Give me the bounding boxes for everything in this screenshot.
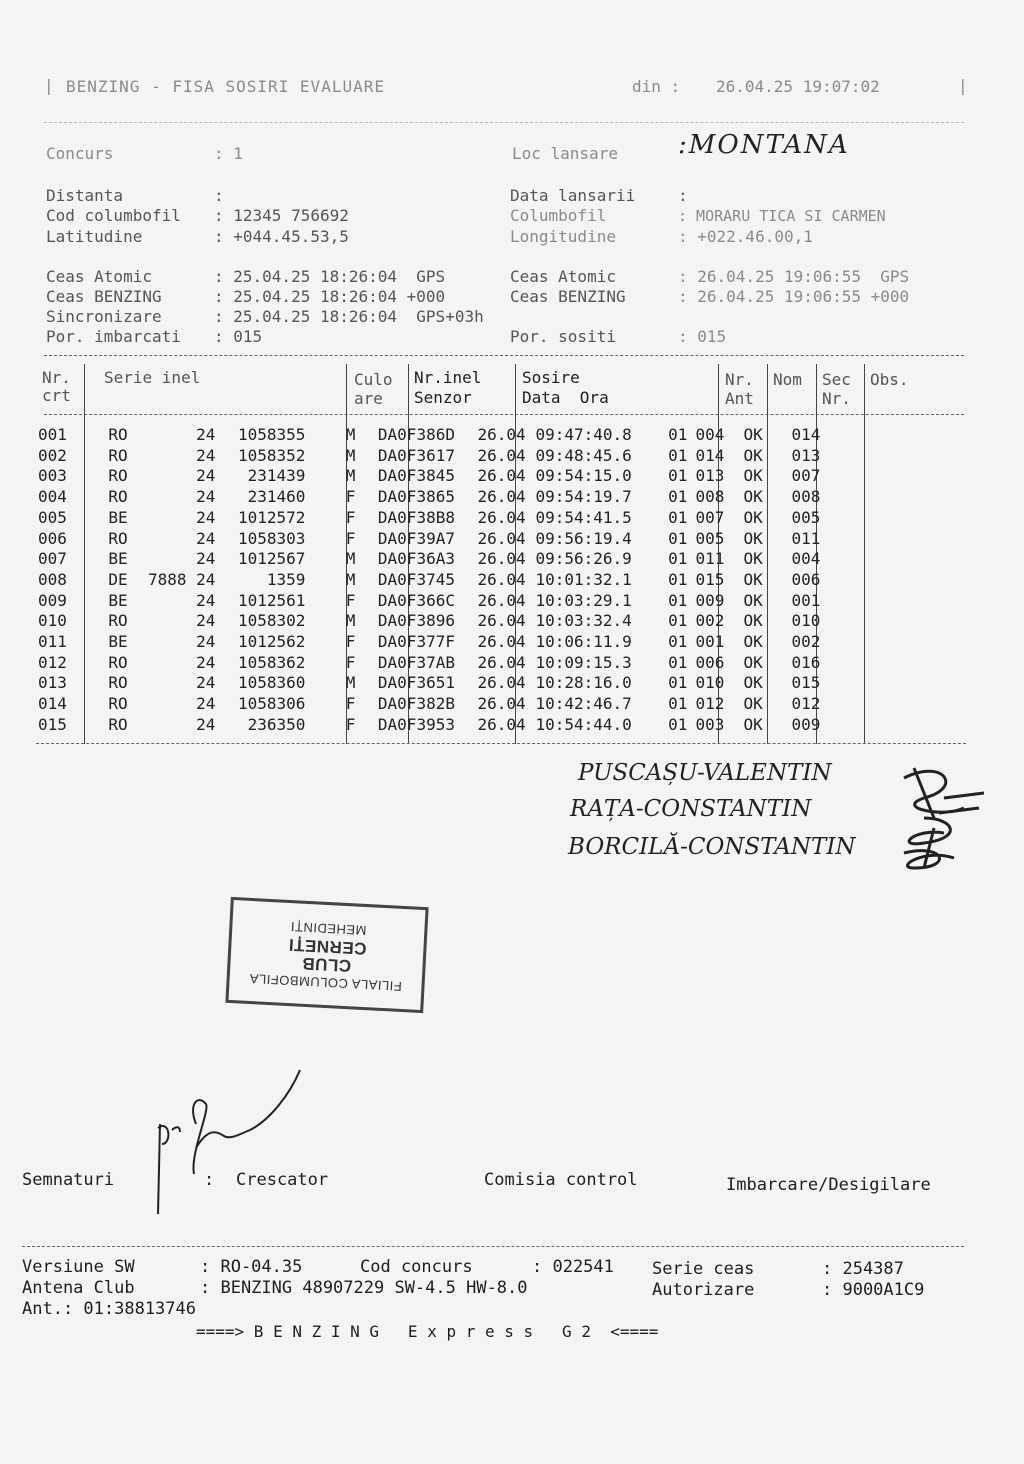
- distanta-label: Distanta: [46, 186, 124, 205]
- cell-sex: F: [345, 714, 356, 734]
- cell-sex: F: [345, 694, 356, 714]
- cell-nr: 009: [38, 590, 67, 610]
- cell-sec: OK: [743, 445, 763, 465]
- cell-sec: OK: [743, 611, 763, 631]
- cell-obs: 006: [791, 569, 821, 589]
- comisia-label: Comisia control: [484, 1170, 638, 1190]
- columbofil-value: : MORARU TICA SI CARMEN: [678, 207, 886, 225]
- cod-columbofil-value: : 12345 756692: [214, 206, 349, 225]
- cell-tara: BE: [108, 590, 128, 610]
- cell-tara: RO: [108, 652, 128, 672]
- signatures-label: Semnaturi: [22, 1170, 115, 1190]
- cell-inel: 1012561: [238, 590, 306, 610]
- sheet-title: BENZING - FISA SOSIRI EVALUARE: [66, 77, 385, 96]
- antena-label: Antena Club: [22, 1278, 135, 1298]
- stamp-line-4: MEHEDINȚI: [290, 919, 367, 939]
- clock-right-value-3: : 015: [678, 327, 727, 346]
- cell-inel: 1012567: [238, 549, 306, 569]
- cell-sec: OK: [743, 652, 763, 672]
- th-sec-nr: Nr.: [822, 389, 851, 408]
- cell-nr: 005: [38, 507, 67, 527]
- clocks-rule: [44, 355, 964, 356]
- table-row: [38, 508, 831, 529]
- cell-data: 26.04: [477, 590, 526, 610]
- breeder-signature: [150, 1064, 310, 1224]
- clock-left-label-3: Sincronizare: [46, 307, 162, 326]
- ant-line: Ant.: 01:38813746: [22, 1299, 196, 1319]
- cell-sec: OK: [743, 714, 763, 734]
- clock-left-label-4: Por. imbarcati: [46, 327, 181, 346]
- cell-tara: RO: [108, 694, 128, 714]
- cell-an: 7888 24: [148, 569, 216, 589]
- header-left-bar: |: [44, 76, 54, 95]
- cell-data: 26.04: [477, 632, 526, 652]
- cell-ant: 01: [668, 425, 688, 444]
- cell-tara: RO: [108, 611, 128, 631]
- cell-tara: BE: [108, 632, 128, 652]
- cell-an: 24: [196, 673, 216, 693]
- cell-data: 26.04: [477, 528, 526, 548]
- stamp-line-2: CLUB: [301, 953, 352, 976]
- cell-sex: M: [345, 549, 356, 569]
- cell-nr: 008: [38, 569, 67, 589]
- cell-an: 24: [196, 445, 216, 465]
- cell-sec: OK: [743, 507, 763, 527]
- cell-ant: 01: [668, 652, 688, 672]
- cell-nr: 006: [38, 528, 67, 548]
- cell-senzor: DA0F3953: [377, 714, 455, 734]
- cell-data: 26.04: [477, 445, 526, 465]
- cell-data: 26.04: [477, 466, 526, 486]
- cell-an: 24: [196, 549, 216, 569]
- cell-senzor: DA0F36A3: [377, 549, 455, 569]
- cell-nr: 010: [38, 611, 67, 631]
- cell-nom: 005: [695, 528, 725, 548]
- cell-nr: 007: [38, 549, 67, 569]
- cell-an: 24: [196, 590, 216, 610]
- cell-an: 24: [196, 611, 216, 631]
- cell-ant: 01: [668, 569, 688, 589]
- cell-obs: 011: [791, 528, 821, 548]
- cell-data: 26.04: [477, 611, 526, 631]
- th-ant: Ant: [725, 389, 754, 408]
- cell-ant: 01: [668, 673, 688, 693]
- cell-ora: 10:54:44.0: [535, 714, 632, 734]
- cell-ora: 10:03:32.4: [535, 611, 632, 631]
- table-row: [38, 570, 831, 591]
- arrivals-table: [38, 425, 831, 736]
- cell-sex: M: [345, 425, 356, 444]
- cell-sex: F: [345, 507, 356, 527]
- cell-senzor: DA0F37AB: [377, 652, 455, 672]
- cell-sec: OK: [743, 549, 763, 569]
- cell-nom: 003: [695, 714, 725, 734]
- stamp-line-1: FILIALA COLUMBOFILA: [249, 970, 403, 994]
- table-row: [38, 487, 831, 508]
- table-row: [38, 425, 831, 446]
- cell-ant: 01: [668, 445, 688, 465]
- antena-value: : BENZING 48907229 SW-4.5 HW-8.0: [200, 1278, 528, 1298]
- cell-sex: F: [345, 590, 356, 610]
- cell-inel: 236350: [247, 714, 306, 734]
- cod-concurs-value: : 022541: [532, 1257, 614, 1277]
- th-crt: crt: [42, 386, 71, 405]
- cell-sex: F: [345, 528, 356, 548]
- cell-sec: OK: [743, 590, 763, 610]
- cell-nom: 004: [695, 425, 725, 444]
- cell-an: 24: [196, 487, 216, 507]
- cell-tara: RO: [108, 487, 128, 507]
- cell-nom: 014: [695, 445, 725, 465]
- cell-inel: 231439: [247, 466, 306, 486]
- cell-senzor: DA0F3845: [377, 466, 455, 486]
- cell-an: 24: [196, 694, 216, 714]
- longitudine-value: : +022.46.00,1: [678, 227, 813, 246]
- clock-left-value-2: : 25.04.25 18:26:04 +000: [214, 287, 446, 306]
- cell-inel: 1058303: [238, 528, 306, 548]
- cell-ora: 10:42:46.7: [535, 694, 632, 714]
- table-row: [38, 446, 831, 467]
- cell-obs: 001: [791, 590, 821, 610]
- cell-sec: OK: [743, 425, 763, 444]
- cell-tara: RO: [108, 673, 128, 693]
- th-data-ora: Data Ora: [522, 388, 609, 407]
- cod-columbofil-label: Cod columbofil: [46, 206, 181, 225]
- cell-senzor: DA0F366C: [377, 590, 455, 610]
- versiune-value: : RO-04.35: [200, 1257, 303, 1277]
- cell-ant: 01: [668, 466, 688, 486]
- clock-right-label-1: Ceas Atomic: [510, 267, 616, 286]
- cell-obs: 005: [791, 507, 821, 527]
- cell-nom: 001: [695, 632, 725, 652]
- cell-ora: 10:03:29.1: [535, 590, 632, 610]
- th-nom: Nom: [773, 370, 802, 389]
- table-row: [38, 632, 831, 653]
- th-obs: Obs.: [870, 370, 909, 389]
- cell-senzor: DA0F3651: [377, 673, 455, 693]
- serie-ceas-label: Serie ceas: [652, 1259, 755, 1279]
- clock-right-label-2: Ceas BENZING: [510, 287, 626, 306]
- th-sec: Sec: [822, 370, 851, 389]
- cell-inel: 1058306: [238, 694, 306, 714]
- cell-sex: M: [345, 569, 356, 589]
- autorizare-label: Autorizare: [652, 1280, 755, 1300]
- handwritten-name-1: PUSCAȘU-VALENTIN: [578, 760, 832, 786]
- cell-data: 26.04: [477, 487, 526, 507]
- cell-senzor: DA0F377F: [377, 632, 455, 652]
- cod-concurs-label: Cod concurs: [360, 1257, 473, 1277]
- cell-sex: M: [345, 466, 356, 486]
- cell-sec: OK: [743, 487, 763, 507]
- cell-senzor: DA0F3617: [377, 445, 455, 465]
- table-row: [38, 673, 831, 694]
- table-row: [38, 549, 831, 570]
- cell-sex: F: [345, 487, 356, 507]
- cell-ant: 01: [668, 549, 688, 569]
- cell-sex: F: [345, 652, 356, 672]
- cell-nom: 012: [695, 694, 725, 714]
- cell-ora: 09:54:41.5: [535, 507, 632, 527]
- cell-tara: BE: [108, 549, 128, 569]
- th-serie-inel: Serie inel: [104, 368, 201, 387]
- cell-nr: 002: [38, 445, 67, 465]
- footer-rule: [22, 1246, 964, 1247]
- concurs-label: Concurs: [46, 144, 114, 163]
- handwritten-name-3: BORCILĂ-CONSTANTIN: [568, 834, 856, 860]
- table-header-rule: [44, 414, 964, 415]
- cell-an: 24: [196, 425, 216, 444]
- clock-left-label-2: Ceas BENZING: [46, 287, 162, 306]
- th-culo: Culo: [354, 370, 393, 389]
- table-row: [38, 694, 831, 715]
- cell-ora: 10:01:32.1: [535, 569, 632, 589]
- cell-tara: BE: [108, 507, 128, 527]
- cell-sec: OK: [743, 466, 763, 486]
- cell-ora: 09:47:40.8: [535, 425, 632, 444]
- cell-an: 24: [196, 714, 216, 734]
- cell-inel: 1058302: [238, 611, 306, 631]
- cell-data: 26.04: [477, 673, 526, 693]
- latitudine-label: Latitudine: [46, 227, 143, 246]
- cell-ora: 09:54:19.7: [535, 487, 632, 507]
- cell-an: 24: [196, 652, 216, 672]
- cell-an: 24: [196, 528, 216, 548]
- cell-ora: 09:54:15.0: [535, 466, 632, 486]
- cell-obs: 016: [791, 652, 821, 672]
- handwritten-signature-scribble: [884, 758, 984, 878]
- table-row: [38, 591, 831, 612]
- cell-nr: 004: [38, 487, 67, 507]
- cell-nom: 013: [695, 466, 725, 486]
- cell-ora: 10:28:16.0: [535, 673, 632, 693]
- cell-ant: 01: [668, 528, 688, 548]
- cell-tara: RO: [108, 445, 128, 465]
- cell-ant: 01: [668, 507, 688, 527]
- cell-ant: 01: [668, 487, 688, 507]
- cell-obs: 010: [791, 611, 821, 631]
- cell-obs: 012: [791, 694, 821, 714]
- cell-inel: 1012562: [238, 632, 306, 652]
- table-bottom-rule: [36, 743, 966, 744]
- cell-inel: 1058355: [238, 425, 306, 444]
- columbofil-label: Columbofil: [510, 206, 607, 225]
- cell-inel: 231460: [247, 487, 306, 507]
- cell-sec: OK: [743, 673, 763, 693]
- loc-lansare-label: Loc lansare: [512, 144, 618, 163]
- th-nr-inel: Nr.inel: [414, 368, 482, 387]
- clock-left-label-1: Ceas Atomic: [46, 267, 152, 286]
- cell-tara: RO: [108, 466, 128, 486]
- issue-date-value: 26.04.25 19:07:02: [716, 77, 880, 96]
- cell-nr: 011: [38, 632, 67, 652]
- clock-right-label-3: Por. sositi: [510, 327, 616, 346]
- th-nr-ant: Nr.: [725, 370, 754, 389]
- cell-senzor: DA0F3745: [377, 569, 455, 589]
- th-nr: Nr.: [42, 368, 71, 387]
- data-lansarii-value: :: [678, 186, 688, 205]
- concurs-value: : 1: [214, 144, 243, 163]
- signatures-colon: :: [204, 1170, 215, 1190]
- cell-senzor: DA0F386D: [377, 425, 455, 444]
- cell-sex: M: [345, 673, 356, 693]
- cell-ora: 09:56:19.4: [535, 528, 632, 548]
- cell-ant: 01: [668, 632, 688, 652]
- cell-nom: 006: [695, 652, 725, 672]
- distanta-value: :: [214, 186, 224, 205]
- cell-sec: OK: [743, 632, 763, 652]
- cell-tara: DE: [108, 569, 128, 589]
- handwritten-name-2: RAȚA-CONSTANTIN: [570, 796, 812, 822]
- cell-obs: 008: [791, 487, 821, 507]
- cell-inel: 1058362: [238, 652, 306, 672]
- clock-right-value-1: : 26.04.25 19:06:55 GPS: [678, 267, 910, 286]
- cell-obs: 002: [791, 632, 821, 652]
- cell-data: 26.04: [477, 549, 526, 569]
- cell-ora: 09:56:26.9: [535, 549, 632, 569]
- cell-obs: 014: [791, 425, 821, 444]
- cell-inel: 1012572: [238, 507, 306, 527]
- clock-left-value-3: : 25.04.25 18:26:04 GPS+03h: [214, 307, 484, 326]
- latitudine-value: : +044.45.53,5: [214, 227, 349, 246]
- cell-inel: 1359: [266, 569, 306, 589]
- cell-senzor: DA0F3865: [377, 487, 455, 507]
- col-divider-8: [864, 364, 865, 744]
- cell-obs: 009: [791, 714, 821, 734]
- cell-obs: 004: [791, 549, 821, 569]
- cell-nr: 012: [38, 652, 67, 672]
- clock-left-value-4: : 015: [214, 327, 263, 346]
- cell-nom: 007: [695, 507, 725, 527]
- table-row: [38, 529, 831, 550]
- cell-tara: RO: [108, 425, 128, 444]
- cell-ora: 09:48:45.6: [535, 445, 632, 465]
- cell-nr: 014: [38, 694, 67, 714]
- cell-nr: 013: [38, 673, 67, 693]
- cell-an: 24: [196, 632, 216, 652]
- cell-sex: M: [345, 445, 356, 465]
- cell-ant: 01: [668, 611, 688, 631]
- cell-obs: 015: [791, 673, 821, 693]
- data-lansarii-label: Data lansarii: [510, 186, 636, 205]
- club-stamp: [225, 897, 428, 1013]
- th-sosire: Sosire: [522, 368, 580, 387]
- cell-sex: M: [345, 611, 356, 631]
- cell-senzor: DA0F3896: [377, 611, 455, 631]
- cell-tara: RO: [108, 528, 128, 548]
- cell-nr: 015: [38, 714, 67, 734]
- versiune-label: Versiune SW: [22, 1257, 135, 1277]
- cell-obs: 007: [791, 466, 821, 486]
- cell-ant: 01: [668, 694, 688, 714]
- cell-nom: 002: [695, 611, 725, 631]
- cell-senzor: DA0F38B8: [377, 507, 455, 527]
- issue-date-label: din :: [632, 77, 681, 96]
- cell-ant: 01: [668, 590, 688, 610]
- crescator-label: Crescator: [236, 1170, 329, 1190]
- cell-nom: 011: [695, 549, 725, 569]
- cell-sec: OK: [743, 569, 763, 589]
- header-rule: [44, 122, 964, 123]
- autorizare-value: : 9000A1C9: [822, 1280, 925, 1300]
- cell-nom: 015: [695, 569, 725, 589]
- cell-ant: 01: [668, 714, 688, 734]
- cell-an: 24: [196, 466, 216, 486]
- benzing-express-banner: ====> B E N Z I N G E x p r e s s G 2 <====: [196, 1322, 659, 1341]
- imbarcare-label: Imbarcare/Desigilare: [726, 1175, 931, 1195]
- cell-data: 26.04: [477, 425, 526, 444]
- cell-data: 26.04: [477, 694, 526, 714]
- cell-sec: OK: [743, 528, 763, 548]
- cell-nom: 008: [695, 487, 725, 507]
- th-senzor: Senzor: [414, 388, 472, 407]
- cell-data: 26.04: [477, 652, 526, 672]
- cell-data: 26.04: [477, 569, 526, 589]
- table-row: [38, 715, 831, 736]
- table-row: [38, 653, 831, 674]
- longitudine-label: Longitudine: [510, 227, 616, 246]
- clock-left-value-1: : 25.04.25 18:26:04 GPS: [214, 267, 446, 286]
- loc-lansare-value: :MONTANA: [678, 130, 850, 160]
- cell-data: 26.04: [477, 714, 526, 734]
- table-row: [38, 466, 831, 487]
- header-right-bar: |: [958, 76, 968, 95]
- cell-inel: 1058360: [238, 673, 306, 693]
- cell-senzor: DA0F39A7: [377, 528, 455, 548]
- cell-tara: RO: [108, 714, 128, 734]
- cell-sex: F: [345, 632, 356, 652]
- cell-data: 26.04: [477, 507, 526, 527]
- cell-nr: 001: [38, 425, 67, 444]
- arrivals-table-body: [38, 425, 831, 736]
- table-row: [38, 611, 831, 632]
- cell-obs: 013: [791, 445, 821, 465]
- stamp-line-3: CERNEȚI: [287, 934, 367, 959]
- cell-nom: 010: [695, 673, 725, 693]
- cell-sec: OK: [743, 694, 763, 714]
- cell-nom: 009: [695, 590, 725, 610]
- cell-ora: 10:06:11.9: [535, 632, 632, 652]
- cell-an: 24: [196, 507, 216, 527]
- serie-ceas-value: : 254387: [822, 1259, 904, 1279]
- cell-nr: 003: [38, 466, 67, 486]
- cell-inel: 1058352: [238, 445, 306, 465]
- cell-ora: 10:09:15.3: [535, 652, 632, 672]
- cell-senzor: DA0F382B: [377, 694, 455, 714]
- clock-right-value-2: : 26.04.25 19:06:55 +000: [678, 287, 910, 306]
- th-are: are: [354, 389, 383, 408]
